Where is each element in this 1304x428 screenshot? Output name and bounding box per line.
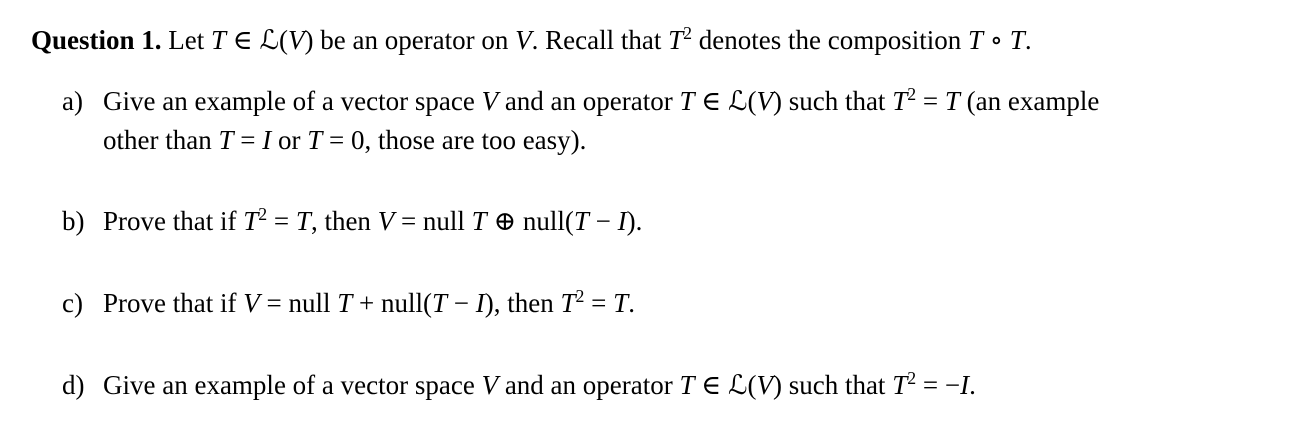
part-a-label: a) <box>62 86 83 116</box>
part-c-label: c) <box>62 288 83 318</box>
part-b: b) Prove that if $T^2 = T$, then V = null T ⊕ null(T − I). <box>62 204 643 236</box>
question-label: Question 1. <box>31 25 162 55</box>
part-d: d) Give an example of a vector space V and an operator T ∈ ℒ(V) such that $T^2 = -I$. <box>62 368 976 400</box>
question-1-intro: Question 1. Let T ∈ ℒ(V) be an operator on V. Recall that $T^2$ denotes the composition T ∘ T. <box>31 23 1032 55</box>
part-d-label: d) <box>62 370 85 400</box>
part-a-line-1: a) Give an example of a vector space V and an operator T ∈ ℒ(V) such that $T^2 = T$ (an example <box>62 84 1100 116</box>
part-c: c) Prove that if V = null T + null(T − I), then $T^2 = T$. <box>62 286 635 318</box>
part-b-label: b) <box>62 206 85 236</box>
part-a-line-2: other than T = I or T = 0, those are too easy). <box>103 125 587 155</box>
